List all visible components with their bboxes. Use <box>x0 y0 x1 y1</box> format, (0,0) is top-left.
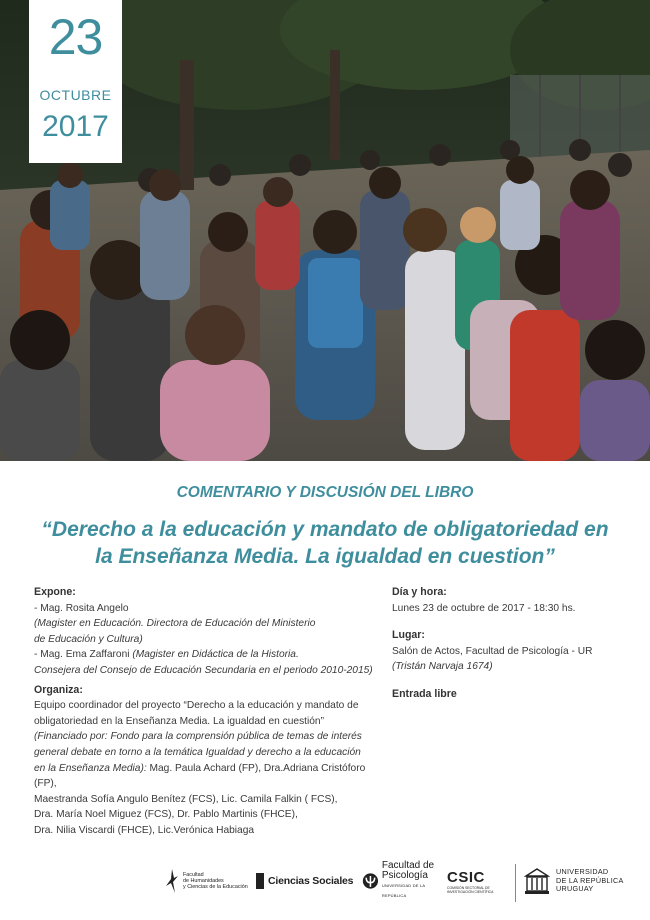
organiza-line: Dra. María Noel Miguez (FCS), Dr. Pablo Martinis (FHCE), <box>34 809 298 821</box>
lugar-label: Lugar: <box>392 629 425 642</box>
organiza-line: Dra. Nilia Viscardi (FHCE), Lic.Verónica Habiaga <box>34 824 255 836</box>
lugar-value: Salón de Actos, Facultad de Psicología - UR <box>392 645 593 657</box>
organiza-line: Maestranda Sofía Angulo Benítez (FCS), Lic. Camila Falkin ( FCS), <box>34 793 338 805</box>
lugar-address: (Tristán Narvaja 1674) <box>392 661 493 673</box>
logo-divider <box>515 864 516 902</box>
organiza-line: obligatoriedad en la Enseñanza Media. La igualdad en cuestión” <box>34 715 324 727</box>
fpsi-name: Facultad de Psicología UNIVERSIDAD DE LA REPÚBLICA <box>381 860 435 898</box>
organiza-line: Equipo coordinador del proyecto “Derecho a la educación y mandato de <box>34 700 359 712</box>
dia-hora-value: Lunes 23 de octubre de 2017 - 18:30 hs. <box>392 602 576 614</box>
fcs-mark-icon <box>256 873 264 889</box>
event-kicker: COMENTARIO Y DISCUSIÓN DEL LIBRO <box>176 484 474 501</box>
fhce-logo <box>165 858 250 904</box>
organiza-label: Organiza: <box>34 683 83 696</box>
date-month: OCTUBRE <box>39 87 112 103</box>
expone-line: Consejera del Consejo de Educación Secundaria en el periodo 2010-2015) <box>34 664 373 676</box>
fcs-name: Ciencias Sociales <box>268 875 354 887</box>
date-day: 23 <box>48 9 103 65</box>
fhce-emblem-icon <box>165 868 179 894</box>
book-title <box>20 516 630 570</box>
entrada-libre: Entrada libre <box>392 687 457 700</box>
fhce-name: Facultad de Humanidades y Ciencias de la Educación <box>183 871 248 891</box>
psi-emblem-icon <box>362 871 379 891</box>
organiza-section <box>34 683 384 839</box>
dia-hora-label: Día y hora: <box>392 586 447 598</box>
date-year: 2017 <box>42 110 109 143</box>
udelar-logo <box>524 858 636 904</box>
csic-name: CSIC <box>447 868 485 886</box>
details-right-column <box>392 585 632 703</box>
expone-line: de Educación y Cultura) <box>34 633 143 645</box>
team-members: Mag. Paula Achard (FP), Dra.Adriana Cristóforo (FP), <box>34 762 366 790</box>
date-box <box>29 0 122 163</box>
fpsi-logo <box>362 858 440 904</box>
organiza-line: (Financiado por: Fondo para la comprensión pública de temas de interés <box>34 731 362 743</box>
expone-section <box>34 585 384 679</box>
fcs-logo <box>256 858 356 904</box>
expone-line <box>34 647 384 663</box>
book-title-line-2: la Enseñanza Media. La igualdad en cuestion” <box>95 545 555 568</box>
details-left-column <box>34 585 384 843</box>
book-title-line-1: “Derecho a la educación y mandato de obligatoriedad en <box>41 518 609 541</box>
organiza-line: general debate en torno a la temática Igualdad y derecho a la educación <box>34 746 361 758</box>
funding-note-end: en la Enseñanza Media): <box>34 762 150 774</box>
speaker-name: - Mag. Ema Zaffaroni <box>34 649 133 661</box>
expone-line: (Magister en Educación. Directora de Educación del Ministerio <box>34 618 316 630</box>
sponsor-logos <box>0 858 650 908</box>
udelar-building-icon <box>524 866 550 896</box>
csic-logo: CSIC COMISIÓN SECTORIAL DE INVESTIGACIÓN CIENTÍFICA <box>447 868 494 894</box>
udelar-name: UNIVERSIDAD DE LA REPÚBLICA URUGUAY <box>556 867 624 894</box>
expone-line: - Mag. Rosita Angelo <box>34 602 129 614</box>
organiza-line <box>34 761 384 792</box>
expone-label: Expone: <box>34 586 76 598</box>
speaker-affiliation: (Magister en Didáctica de la Historia. <box>132 649 299 661</box>
